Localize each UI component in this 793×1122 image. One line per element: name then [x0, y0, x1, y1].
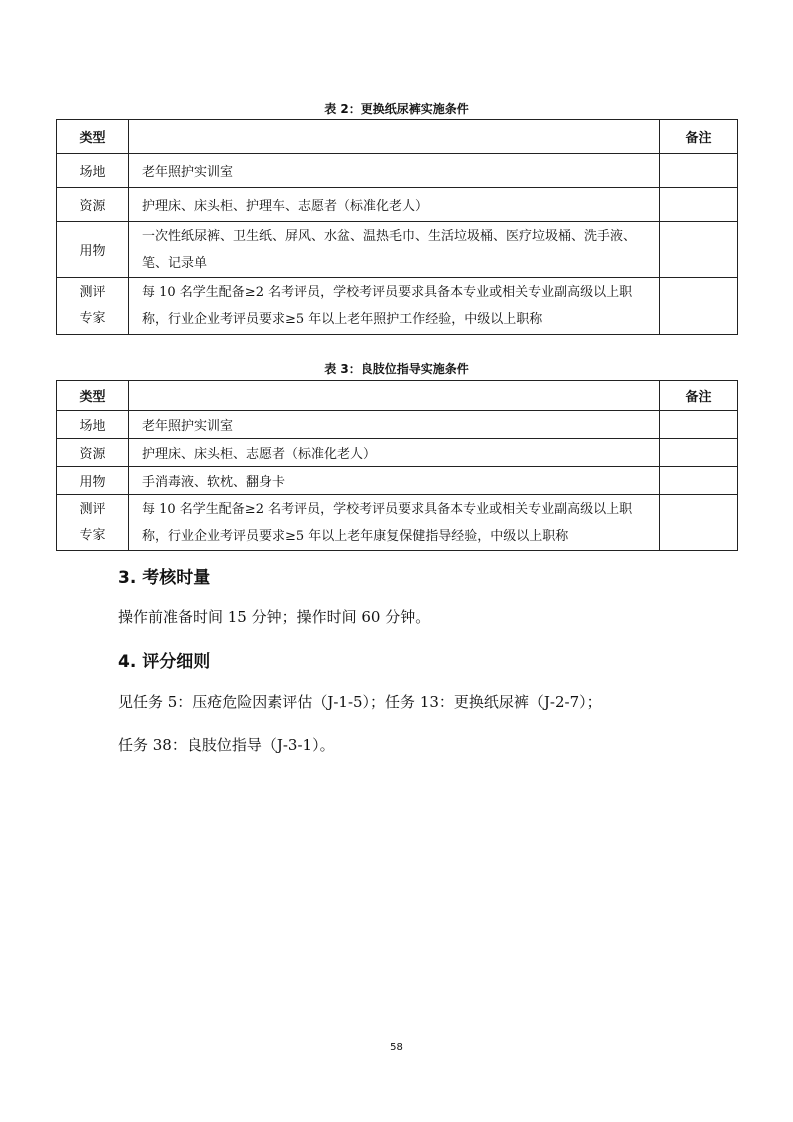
table2-row2-note [660, 188, 738, 222]
table2-row1-type: 场地 [57, 154, 129, 188]
table3-row1-type: 场地 [57, 411, 129, 439]
table2-header-row [57, 120, 738, 154]
section4-line2: 任务 38：良肢位指导（J-3-1）。 [118, 736, 335, 754]
table3-row4-type-line1: 测评 [79, 501, 106, 517]
table3-row2-note [660, 439, 738, 467]
table3-header-note: 备注 [660, 381, 738, 411]
table2-row4-note [660, 278, 738, 335]
table2-row3-note [660, 222, 738, 278]
section3-heading: 3. 考核时量 [118, 568, 211, 588]
table2-row2-type: 资源 [57, 188, 129, 222]
table3-header-type: 类型 [57, 381, 129, 411]
table2-row3-content-line2: 笔、记录单 [142, 255, 208, 271]
table2-row2-content: 护理床、床头柜、护理车、志愿者（标准化老人） [129, 188, 660, 222]
table2-header-type: 类型 [57, 120, 129, 154]
table2-row4-type-line2: 专家 [79, 311, 106, 326]
section3-text: 操作前准备时间 15 分钟；操作时间 60 分钟。 [118, 608, 431, 626]
table3-row1-content: 老年照护实训室 [129, 411, 660, 439]
table3-row4-type-line2: 专家 [79, 527, 106, 543]
table2-row4-content [129, 278, 660, 335]
table3 [56, 380, 738, 551]
table3-row3-content: 手消毒液、软枕、翻身卡 [129, 467, 660, 495]
table-row [57, 467, 738, 495]
table2-row4-content-line1: 每 10 名学生配备≥2 名考评员，学校考评员要求具备本专业或相关专业副高级以上职 [142, 285, 633, 300]
table2-row1-note [660, 154, 738, 188]
table2-row4-type [57, 278, 129, 335]
table3-caption: 表 3：良肢位指导实施条件 [324, 362, 469, 376]
table3-row4-type [57, 495, 129, 551]
table3-row2-content: 护理床、床头柜、志愿者（标准化老人） [129, 439, 660, 467]
table-row [57, 439, 738, 467]
table3-row3-type: 用物 [57, 467, 129, 495]
table-row [57, 495, 738, 551]
table2-header-content [129, 120, 660, 154]
table3-row4-note [660, 495, 738, 551]
table3-row4-content-line2: 称，行业企业考评员要求≥5 年以上老年康复保健指导经验，中级以上职称 [142, 528, 569, 544]
table3-row3-note [660, 467, 738, 495]
table-row [57, 411, 738, 439]
table2-row4-type-line1: 测评 [79, 285, 106, 300]
table2 [56, 119, 738, 335]
table3-row1-note [660, 411, 738, 439]
table3-row2-type: 资源 [57, 439, 129, 467]
table-row [57, 278, 738, 335]
table-row [57, 154, 738, 188]
table2-row3-type: 用物 [57, 222, 129, 278]
table-row [57, 222, 738, 278]
table3-header-content [129, 381, 660, 411]
table2-row4-content-line2: 称，行业企业考评员要求≥5 年以上老年照护工作经验，中级以上职称 [142, 312, 543, 327]
table3-row4-content [129, 495, 660, 551]
table2-caption: 表 2：更换纸尿裤实施条件 [324, 102, 469, 116]
table-row [57, 188, 738, 222]
section4-line1: 见任务 5：压疮危险因素评估（J-1-5）；任务 13：更换纸尿裤（J-2-7）； [118, 693, 602, 711]
table2-row1-content: 老年照护实训室 [129, 154, 660, 188]
table2-row3-content-line1: 一次性纸尿裤、卫生纸、屏风、水盆、温热毛巾、生活垃圾桶、医疗垃圾桶、洗手液、 [142, 228, 637, 244]
table3-row4-content-line1: 每 10 名学生配备≥2 名考评员，学校考评员要求具备本专业或相关专业副高级以上职 [142, 501, 633, 517]
table3-header-row [57, 381, 738, 411]
section4-heading: 4. 评分细则 [118, 652, 211, 672]
table2-header-note: 备注 [660, 120, 738, 154]
page-number: 58 [390, 1042, 403, 1053]
table2-row3-content [129, 222, 660, 278]
